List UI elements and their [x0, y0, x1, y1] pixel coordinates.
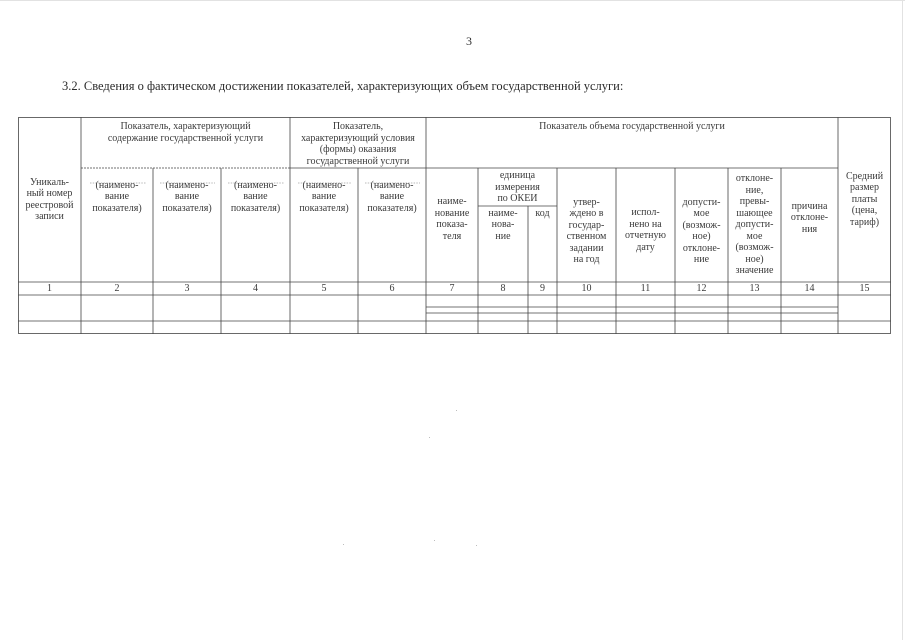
header-indicator-name: наиме- нование показа- теля [434, 196, 470, 242]
header-unit-name: наиме- нова- ние [488, 207, 518, 242]
page-number: 3 [466, 34, 472, 48]
column-number: 15 [859, 283, 870, 294]
header-exceeding-deviation: отклоне- ние, превы- шающее допусти- мое (возмож- ное) значение [735, 173, 774, 277]
column-number: 7 [449, 283, 455, 294]
header-conditions-group: Показатель, характеризующий условия (формы) оказания государственной услуги [301, 121, 415, 167]
header-volume-group: Показатель объема государственной услуги [539, 121, 725, 132]
header-unit-group: единица измерения по ОКЕИ [495, 170, 540, 204]
section-title: 3.2. Сведения о фактическом достижении показателей, характеризующих объем государственной услуги: [62, 79, 624, 93]
header-approved: утвер- ждено в государ- ственном задании на год [566, 196, 607, 265]
scan-speck [429, 437, 430, 438]
column-number: 8 [500, 283, 506, 294]
header-average-payment: Средний размер платы (цена, тариф) [845, 170, 884, 228]
column-number: 5 [321, 283, 327, 294]
column-number: 4 [253, 283, 258, 294]
header-deviation-reason: причина отклоне- ния [790, 200, 829, 235]
scan-edge-top [0, 0, 905, 1]
header-conditions-indicator-2: (наимено- вание показателя) [367, 179, 417, 214]
header-unique-number: Уникаль- ный номер реестровой записи [25, 176, 74, 222]
column-number: 10 [581, 283, 592, 294]
header-content-group: Показатель, характеризующий содержание государственной услуги [107, 121, 264, 144]
column-number: 13 [749, 283, 760, 294]
header-unit-code: код [535, 208, 550, 219]
header-content-indicator-1: (наимено- вание показателя) [92, 179, 142, 214]
column-number: 11 [640, 283, 651, 294]
header-executed: испол- нено на отчетную дату [625, 207, 666, 253]
scan-speck [343, 544, 344, 545]
column-number: 14 [804, 283, 815, 294]
scan-speck [434, 540, 435, 541]
scan-speck [476, 545, 477, 546]
column-number: 2 [114, 283, 120, 294]
header-conditions-indicator-1: (наимено- вание показателя) [299, 179, 349, 214]
scan-edge-right [902, 0, 903, 640]
scan-speck [456, 410, 457, 411]
header-content-indicator-3: (наимено- вание показателя) [230, 179, 281, 214]
column-number: 6 [389, 283, 395, 294]
header-content-indicator-2: (наимено- вание показателя) [162, 179, 212, 214]
header-allowed-deviation: допусти- мое (возмож- ное) отклоне- ние [682, 196, 721, 265]
volume-indicators-table [18, 117, 891, 334]
column-number: 12 [696, 283, 707, 294]
column-number: 3 [184, 283, 190, 294]
column-number: 9 [540, 283, 545, 294]
column-number: 1 [47, 283, 52, 294]
